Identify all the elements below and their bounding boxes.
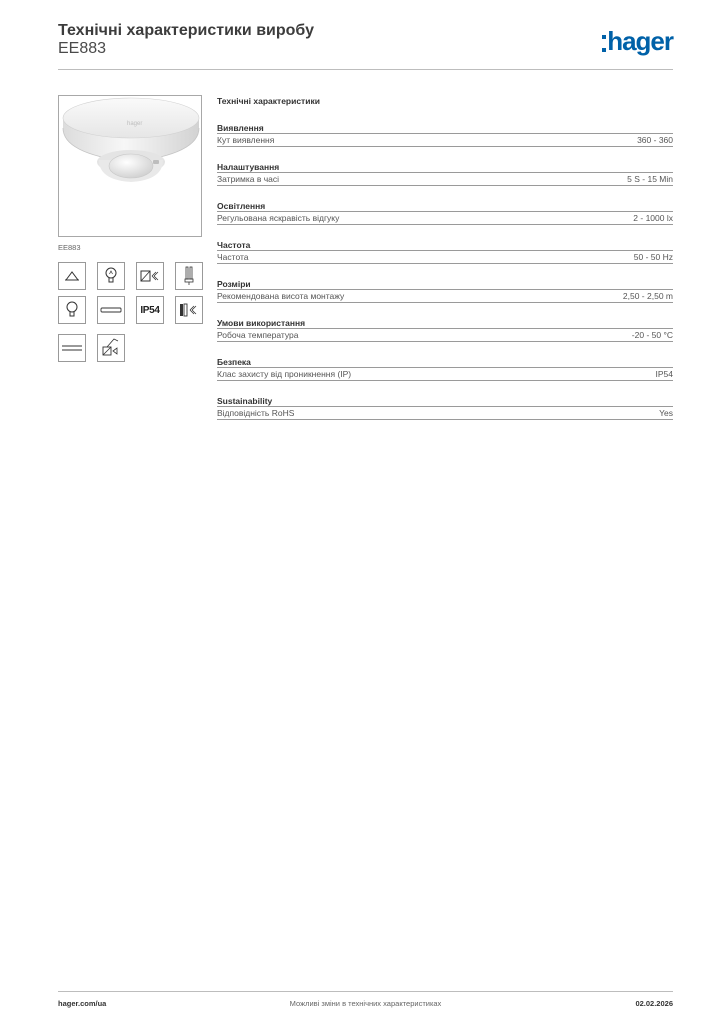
group-title: Частота [217, 239, 673, 251]
spec-label: Рекомендована висота монтажу [217, 291, 345, 301]
spec-group-sustainability [217, 395, 673, 434]
svg-text:hager: hager [127, 121, 143, 127]
led-lamp-icon [58, 296, 86, 324]
group-title: Розміри [217, 278, 673, 290]
spec-group-dimensions [217, 278, 673, 317]
group-title: Умови використання [217, 317, 673, 329]
spec-row [217, 134, 673, 147]
motion-detector-image [58, 95, 202, 237]
halogen-transformer-icon [136, 262, 164, 290]
spec-group-frequency [217, 239, 673, 278]
product-column [58, 95, 202, 252]
group-title: Виявлення [217, 122, 673, 134]
spec-row [217, 290, 673, 303]
fluorescent-tube-icon [175, 262, 203, 290]
spec-value: IP54 [655, 369, 673, 379]
ceiling-mount-icon [58, 262, 86, 290]
spec-label: Частота [217, 252, 249, 262]
disclaimer-text: Можливі зміни в технічних характеристиках [289, 999, 442, 1008]
logo-text: hager [607, 26, 673, 56]
incandescent-lamp-icon [97, 262, 125, 290]
spec-row [217, 251, 673, 264]
website-link[interactable]: hager.com/ua [58, 999, 107, 1008]
ip54-badge [136, 296, 164, 324]
spec-group-settings [217, 161, 673, 200]
spec-label: Відповідність RoHS [217, 408, 295, 418]
group-title: Налаштування [217, 161, 673, 173]
spec-group-usage-conditions [217, 317, 673, 356]
ip54-label: IP54 [140, 304, 160, 316]
page-header [58, 22, 673, 70]
spec-group-lighting [217, 200, 673, 239]
spec-row [217, 368, 673, 381]
spec-value: Yes [659, 408, 673, 418]
hager-logo[interactable] [602, 26, 673, 56]
specs-heading: Технічні характеристики [217, 96, 320, 106]
spec-label: Кут виявлення [217, 135, 275, 145]
linear-fluorescent-icon [97, 296, 125, 324]
product-reference: EE883 [58, 243, 81, 252]
logo-mark-icon [602, 35, 606, 52]
spec-value: 2 - 1000 lx [633, 213, 673, 223]
spec-row [217, 407, 673, 420]
spec-label: Клас захисту від проникнення (IP) [217, 369, 352, 379]
product-code: EE883 [58, 40, 107, 57]
spec-group-detection [217, 122, 673, 161]
dimmable-driver-icon [175, 296, 203, 324]
page-footer [58, 991, 673, 1011]
spec-label: Робоча температура [217, 330, 299, 340]
spec-label: Регульована яскравість відгуку [217, 213, 340, 223]
group-title: Sustainability [217, 395, 673, 407]
spec-value: 50 - 50 Hz [633, 252, 673, 262]
spec-group-safety [217, 356, 673, 395]
specifications-table [217, 96, 673, 434]
spec-value: 360 - 360 [637, 135, 673, 145]
spec-row [217, 329, 673, 342]
fluorescent-lamp-icon [58, 334, 86, 362]
mounting-height-icon [97, 334, 125, 362]
spec-label: Затримка в часі [217, 174, 280, 184]
spec-value: 2,50 - 2,50 m [622, 291, 673, 301]
spec-row [217, 173, 673, 186]
document-date: 02.02.2026 [635, 999, 673, 1008]
spec-value: -20 - 50 °C [631, 330, 673, 340]
document-title: Технічні характеристики виробу [58, 22, 314, 39]
spec-value: 5 S - 15 Min [627, 174, 673, 184]
group-title: Безпека [217, 356, 673, 368]
group-title: Освітлення [217, 200, 673, 212]
spec-row [217, 212, 673, 225]
